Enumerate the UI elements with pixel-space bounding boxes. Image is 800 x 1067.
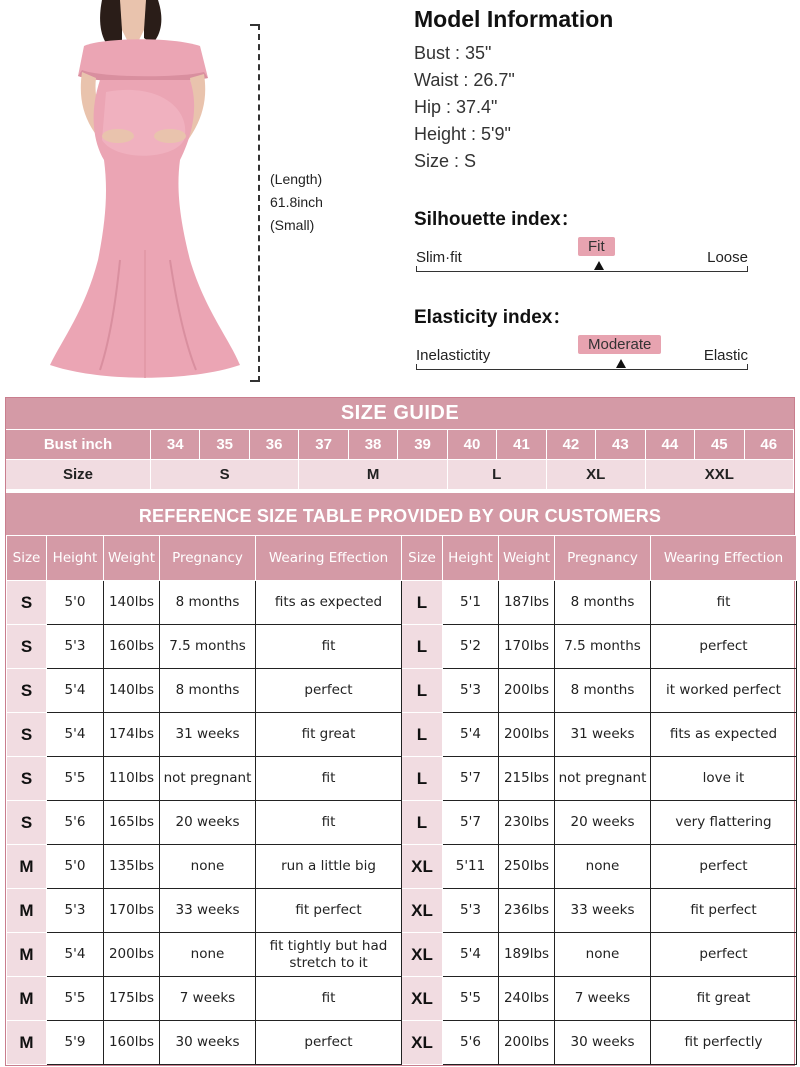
table-cell: 174lbs bbox=[104, 713, 160, 757]
table-cell: 200lbs bbox=[499, 713, 555, 757]
table-cell: 5'5 bbox=[47, 757, 104, 801]
table-cell: 5'4 bbox=[443, 713, 499, 757]
table-cell: 8 months bbox=[160, 669, 256, 713]
size-value: XXL bbox=[646, 459, 794, 489]
reference-table bbox=[6, 535, 797, 1065]
elasticity-scale bbox=[414, 335, 750, 375]
dress-photo bbox=[40, 0, 250, 385]
product-photo-area bbox=[0, 0, 400, 390]
table-cell: 5'7 bbox=[443, 757, 499, 801]
model-info-row: Height : 5'9" bbox=[414, 124, 511, 144]
table-cell: 7 weeks bbox=[555, 977, 651, 1021]
table-cell: 230lbs bbox=[499, 801, 555, 845]
table-row bbox=[7, 977, 797, 1021]
table-cell: S bbox=[7, 757, 47, 801]
table-cell: fits as expected bbox=[651, 713, 797, 757]
table-cell: 30 weeks bbox=[555, 1021, 651, 1065]
bust-value: 34 bbox=[151, 429, 200, 459]
table-row bbox=[7, 669, 797, 713]
elasticity-scale-line bbox=[416, 369, 748, 370]
reference-header-cell: Size bbox=[7, 536, 47, 581]
table-cell: fit bbox=[651, 581, 797, 625]
silhouette-scale-line bbox=[416, 271, 748, 272]
silhouette-scale bbox=[414, 237, 750, 277]
table-cell: 5'3 bbox=[443, 669, 499, 713]
table-cell: 140lbs bbox=[104, 581, 160, 625]
reference-header-cell: Wearing Effection bbox=[651, 536, 797, 581]
table-cell: L bbox=[402, 757, 443, 801]
table-cell: M bbox=[7, 933, 47, 977]
table-cell: very flattering bbox=[651, 801, 797, 845]
table-cell: 200lbs bbox=[104, 933, 160, 977]
table-cell: XL bbox=[402, 1021, 443, 1065]
table-cell: 200lbs bbox=[499, 669, 555, 713]
bust-value: 45 bbox=[695, 429, 744, 459]
table-cell: 33 weeks bbox=[160, 889, 256, 933]
model-info-row: Waist : 26.7" bbox=[414, 70, 515, 90]
table-cell: 5'4 bbox=[47, 713, 104, 757]
length-label bbox=[270, 168, 323, 237]
bust-value: 38 bbox=[349, 429, 398, 459]
table-cell: 5'3 bbox=[47, 625, 104, 669]
table-cell: fits as expected bbox=[256, 581, 402, 625]
table-cell: L bbox=[402, 581, 443, 625]
table-cell: not pregnant bbox=[555, 757, 651, 801]
table-cell: 20 weeks bbox=[555, 801, 651, 845]
elasticity-right-label: Elastic bbox=[703, 347, 748, 364]
table-cell: M bbox=[7, 845, 47, 889]
table-cell: fit bbox=[256, 801, 402, 845]
table-cell: fit bbox=[256, 625, 402, 669]
table-cell: 31 weeks bbox=[160, 713, 256, 757]
table-cell: 189lbs bbox=[499, 933, 555, 977]
table-row bbox=[7, 713, 797, 757]
table-cell: 5'7 bbox=[443, 801, 499, 845]
table-cell: XL bbox=[402, 889, 443, 933]
bust-value: 46 bbox=[745, 429, 794, 459]
table-cell: none bbox=[160, 845, 256, 889]
table-cell: L bbox=[402, 669, 443, 713]
table-cell: 135lbs bbox=[104, 845, 160, 889]
table-cell: 5'11 bbox=[443, 845, 499, 889]
table-cell: 5'4 bbox=[47, 669, 104, 713]
table-row bbox=[7, 845, 797, 889]
table-cell: 5'3 bbox=[47, 889, 104, 933]
table-cell: perfect bbox=[651, 845, 797, 889]
table-cell: 215lbs bbox=[499, 757, 555, 801]
table-cell: 30 weeks bbox=[160, 1021, 256, 1065]
table-row bbox=[7, 625, 797, 669]
table-cell: S bbox=[7, 581, 47, 625]
table-cell: fit perfectly bbox=[651, 1021, 797, 1065]
bust-label: Bust inch bbox=[6, 429, 151, 459]
table-cell: 7.5 months bbox=[160, 625, 256, 669]
table-cell: XL bbox=[402, 977, 443, 1021]
reference-header-cell: Weight bbox=[104, 536, 160, 581]
silhouette-left-label: Slim·fit bbox=[416, 249, 462, 266]
table-cell: 5'3 bbox=[443, 889, 499, 933]
table-cell: 5'0 bbox=[47, 581, 104, 625]
table-cell: fit bbox=[256, 757, 402, 801]
silhouette-badge: Fit bbox=[578, 237, 615, 256]
bust-value: 39 bbox=[398, 429, 447, 459]
silhouette-right-label: Loose bbox=[707, 249, 748, 266]
table-cell: 20 weeks bbox=[160, 801, 256, 845]
table-cell: it worked perfect bbox=[651, 669, 797, 713]
table-cell: 175lbs bbox=[104, 977, 160, 1021]
table-cell: M bbox=[7, 889, 47, 933]
table-cell: M bbox=[7, 1021, 47, 1065]
table-cell: fit perfect bbox=[651, 889, 797, 933]
table-cell: 165lbs bbox=[104, 801, 160, 845]
table-cell: 5'4 bbox=[443, 933, 499, 977]
table-cell: 240lbs bbox=[499, 977, 555, 1021]
table-cell: none bbox=[160, 933, 256, 977]
bust-value: 36 bbox=[250, 429, 299, 459]
table-cell: M bbox=[7, 977, 47, 1021]
reference-header-cell: Wearing Effection bbox=[256, 536, 402, 581]
table-cell: 5'0 bbox=[47, 845, 104, 889]
table-cell: XL bbox=[402, 933, 443, 977]
table-cell: 200lbs bbox=[499, 1021, 555, 1065]
elasticity-index-title: Elasticity index： bbox=[414, 307, 572, 328]
table-cell: 5'2 bbox=[443, 625, 499, 669]
table-cell: XL bbox=[402, 845, 443, 889]
elasticity-index bbox=[414, 302, 750, 375]
bust-value: 40 bbox=[448, 429, 497, 459]
size-row bbox=[6, 459, 794, 489]
elasticity-badge: Moderate bbox=[578, 335, 661, 354]
bust-value: 44 bbox=[646, 429, 695, 459]
table-cell: run a little big bbox=[256, 845, 402, 889]
model-info-panel bbox=[414, 6, 794, 175]
reference-header-row bbox=[7, 536, 797, 581]
table-cell: 170lbs bbox=[104, 889, 160, 933]
size-value: L bbox=[448, 459, 547, 489]
table-cell: 5'4 bbox=[47, 933, 104, 977]
model-info-row: Size : S bbox=[414, 151, 477, 171]
table-cell: 5'6 bbox=[47, 801, 104, 845]
length-bracket bbox=[248, 24, 260, 382]
silhouette-marker-icon bbox=[594, 261, 604, 270]
table-row bbox=[7, 1021, 797, 1065]
length-label-line: 61.8inch bbox=[270, 194, 323, 210]
table-cell: L bbox=[402, 713, 443, 757]
table-cell: fit tightly but had stretch to it bbox=[256, 933, 402, 977]
table-cell: 5'1 bbox=[443, 581, 499, 625]
table-cell: 5'5 bbox=[47, 977, 104, 1021]
reference-header-cell: Weight bbox=[499, 536, 555, 581]
table-cell: 236lbs bbox=[499, 889, 555, 933]
table-cell: S bbox=[7, 801, 47, 845]
reference-header-cell: Pregnancy bbox=[555, 536, 651, 581]
silhouette-index-title: Silhouette index： bbox=[414, 209, 580, 230]
reference-table-title: REFERENCE SIZE TABLE PROVIDED BY OUR CUSTOMERS bbox=[6, 489, 794, 535]
reference-header-cell: Pregnancy bbox=[160, 536, 256, 581]
length-label-line: (Small) bbox=[270, 217, 315, 233]
table-cell: S bbox=[7, 713, 47, 757]
table-cell: not pregnant bbox=[160, 757, 256, 801]
table-cell: L bbox=[402, 801, 443, 845]
table-cell: fit great bbox=[651, 977, 797, 1021]
table-cell: 5'9 bbox=[47, 1021, 104, 1065]
table-row bbox=[7, 889, 797, 933]
table-cell: 250lbs bbox=[499, 845, 555, 889]
table-cell: 31 weeks bbox=[555, 713, 651, 757]
model-info-list bbox=[414, 40, 794, 175]
reference-table-body bbox=[7, 581, 797, 1065]
size-value: M bbox=[299, 459, 447, 489]
table-cell: perfect bbox=[256, 669, 402, 713]
model-info-row: Hip : 37.4" bbox=[414, 97, 498, 117]
table-cell: perfect bbox=[651, 625, 797, 669]
table-row bbox=[7, 581, 797, 625]
table-cell: fit bbox=[256, 977, 402, 1021]
table-cell: L bbox=[402, 625, 443, 669]
bust-value: 35 bbox=[200, 429, 249, 459]
model-info-title: Model Information bbox=[414, 6, 614, 32]
table-row bbox=[7, 757, 797, 801]
reference-header-cell: Height bbox=[443, 536, 499, 581]
size-guide bbox=[5, 397, 795, 1066]
length-label-line: (Length) bbox=[270, 171, 323, 187]
table-cell: 170lbs bbox=[499, 625, 555, 669]
table-cell: 187lbs bbox=[499, 581, 555, 625]
elasticity-left-label: Inelastictity bbox=[416, 347, 491, 364]
table-cell: S bbox=[7, 669, 47, 713]
table-cell: 160lbs bbox=[104, 1021, 160, 1065]
size-value: S bbox=[151, 459, 299, 489]
table-cell: none bbox=[555, 845, 651, 889]
table-cell: 7.5 months bbox=[555, 625, 651, 669]
bust-value: 42 bbox=[547, 429, 596, 459]
table-cell: love it bbox=[651, 757, 797, 801]
table-cell: fit great bbox=[256, 713, 402, 757]
table-cell: 8 months bbox=[160, 581, 256, 625]
table-cell: 140lbs bbox=[104, 669, 160, 713]
bust-value: 41 bbox=[497, 429, 546, 459]
table-cell: 5'6 bbox=[443, 1021, 499, 1065]
size-label: Size bbox=[6, 459, 151, 489]
table-cell: none bbox=[555, 933, 651, 977]
table-cell: 5'5 bbox=[443, 977, 499, 1021]
table-cell: perfect bbox=[256, 1021, 402, 1065]
table-row bbox=[7, 933, 797, 977]
model-info-row: Bust : 35" bbox=[414, 43, 492, 63]
size-guide-title: SIZE GUIDE bbox=[6, 398, 794, 429]
table-cell: fit perfect bbox=[256, 889, 402, 933]
silhouette-index bbox=[414, 204, 750, 277]
table-cell: 8 months bbox=[555, 581, 651, 625]
table-cell: perfect bbox=[651, 933, 797, 977]
elasticity-marker-icon bbox=[616, 359, 626, 368]
table-cell: 160lbs bbox=[104, 625, 160, 669]
table-cell: 110lbs bbox=[104, 757, 160, 801]
bust-row bbox=[6, 429, 794, 459]
table-cell: 8 months bbox=[555, 669, 651, 713]
bust-value: 43 bbox=[596, 429, 645, 459]
table-cell: 33 weeks bbox=[555, 889, 651, 933]
size-value: XL bbox=[547, 459, 646, 489]
table-cell: S bbox=[7, 625, 47, 669]
reference-header-cell: Size bbox=[402, 536, 443, 581]
table-row bbox=[7, 801, 797, 845]
bust-value: 37 bbox=[299, 429, 348, 459]
reference-header-cell: Height bbox=[47, 536, 104, 581]
table-cell: 7 weeks bbox=[160, 977, 256, 1021]
